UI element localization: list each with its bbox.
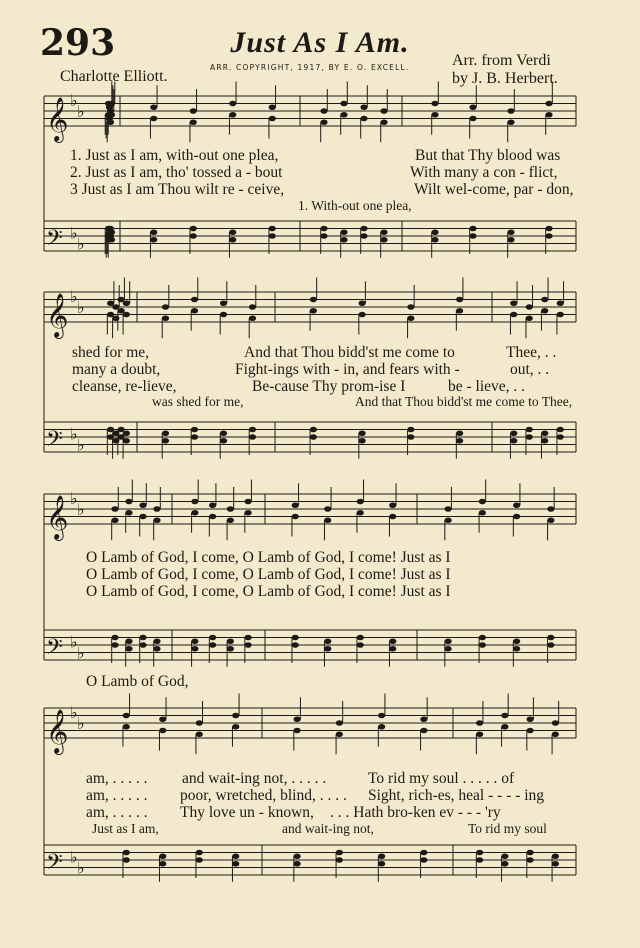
note-head [196, 720, 203, 726]
s4-verse3-c: . . . Hath bro-ken ev - - - 'ry [330, 804, 501, 821]
note-head [159, 861, 166, 867]
note-head [229, 229, 236, 235]
note-head [139, 642, 146, 648]
note-head [445, 638, 452, 644]
s3-bass-lyric: O Lamb of God, [86, 673, 189, 690]
note-head [359, 430, 366, 436]
note-head [190, 233, 197, 239]
arranger-line-2: by J. B. Herbert. [452, 70, 558, 87]
s1-verse1-b: But that Thy blood was [415, 147, 561, 164]
note-head [357, 635, 364, 641]
note-head [513, 638, 520, 644]
note-head [324, 646, 331, 652]
s2-bass-lyric-b: And that Thou bidd'st me come to Thee, [355, 394, 573, 409]
note-head [547, 635, 554, 641]
note-head [469, 226, 476, 232]
treble-clef-icon: 𝄞 [46, 709, 69, 753]
note-head [111, 642, 118, 648]
note-head [380, 229, 387, 235]
s2-verse2-a: many a doubt, [72, 361, 161, 378]
flat-icon: ♭ [77, 102, 85, 121]
note-head [456, 297, 463, 303]
note-head [123, 713, 130, 719]
note-head [249, 427, 256, 433]
s1-verse2-a: 2. Just as I am, tho' tossed a - bout [70, 164, 283, 181]
s4-verse3-a: am, . . . . . [86, 804, 148, 821]
note-head [162, 438, 169, 444]
note-head [229, 112, 236, 118]
note-head [389, 646, 396, 652]
note-head [294, 853, 301, 859]
note-head [324, 506, 331, 512]
note-head [150, 104, 157, 110]
note-head [407, 315, 414, 321]
s1-verse2-b: With many a con - flict, [410, 164, 558, 181]
note-head [191, 427, 198, 433]
note-head [227, 638, 234, 644]
note-head [456, 308, 463, 314]
note-head [294, 861, 301, 867]
note-head [191, 510, 198, 516]
note-head [162, 430, 169, 436]
note-head [245, 510, 252, 516]
note-head [445, 646, 452, 652]
note-head [125, 638, 132, 644]
note-head [292, 642, 299, 648]
note-head [479, 499, 486, 505]
note-head [150, 237, 157, 243]
s4-bass-lyric-a: Just as I am, [92, 821, 159, 836]
note-head [209, 514, 216, 520]
note-head [191, 646, 198, 652]
note-head [153, 646, 160, 652]
note-head [153, 638, 160, 644]
s4-verse2-a: am, . . . . . [86, 787, 148, 804]
note-head [310, 427, 317, 433]
note-head [407, 427, 414, 433]
note-head [229, 101, 236, 107]
note-head [269, 226, 276, 232]
note-head [336, 720, 343, 726]
note-head [139, 502, 146, 508]
note-head [479, 642, 486, 648]
note-head [340, 237, 347, 243]
note-head [527, 716, 534, 722]
s4-verse1-a: am, . . . . . [86, 770, 148, 787]
hymn-title: Just As I Am. [230, 26, 410, 59]
note-head [357, 510, 364, 516]
note-head [431, 101, 438, 107]
note-head [557, 427, 564, 433]
flat-icon: ♭ [77, 714, 85, 733]
note-head [510, 438, 517, 444]
note-head [501, 713, 508, 719]
note-head [245, 635, 252, 641]
note-head [469, 233, 476, 239]
note-head [476, 720, 483, 726]
note-head [557, 312, 564, 318]
bass-clef-icon: 𝄢 [46, 427, 63, 457]
note-head [227, 517, 234, 523]
note-head [196, 731, 203, 737]
note-head [232, 713, 239, 719]
note-head [378, 861, 385, 867]
note-head [294, 716, 301, 722]
note-head [507, 229, 514, 235]
note-head [501, 861, 508, 867]
note-head [162, 315, 169, 321]
s1-verse3-a: 3 Just as I am Thou wilt re - ceive, [70, 181, 285, 198]
note-head [249, 304, 256, 310]
note-head [111, 517, 118, 523]
note-head [209, 642, 216, 648]
note-head [510, 312, 517, 318]
note-head [547, 517, 554, 523]
note-head [123, 312, 130, 318]
s2-verse2-b: Fight-ings with - in, and fears with - [235, 361, 460, 378]
note-head [420, 850, 427, 856]
flat-icon: ♭ [77, 234, 85, 254]
note-head [380, 119, 387, 125]
note-head [513, 514, 520, 520]
note-head [220, 312, 227, 318]
note-head [227, 646, 234, 652]
note-head [541, 438, 548, 444]
note-head [269, 104, 276, 110]
note-head [479, 635, 486, 641]
note-head [108, 101, 115, 107]
note-head [123, 300, 130, 306]
note-head [469, 104, 476, 110]
note-head [431, 237, 438, 243]
note-head [190, 108, 197, 114]
s2-verse1-a: shed for me, [72, 344, 150, 361]
note-head [150, 229, 157, 235]
note-head [153, 506, 160, 512]
note-head [547, 506, 554, 512]
note-head [420, 857, 427, 863]
note-head [190, 226, 197, 232]
note-head [552, 861, 559, 867]
note-head [541, 297, 548, 303]
note-head [108, 112, 115, 118]
note-head [220, 300, 227, 306]
s4-verse2-b: poor, wretched, blind, . . . . [180, 787, 347, 804]
note-head [407, 434, 414, 440]
note-head [389, 502, 396, 508]
flat-icon: ♭ [70, 847, 78, 867]
note-head [501, 724, 508, 730]
note-head [476, 850, 483, 856]
note-head [123, 857, 130, 863]
note-head [229, 237, 236, 243]
s3-verse3: O Lamb of God, I come, O Lamb of God, I come! Just as I [86, 583, 451, 600]
note-head [108, 229, 115, 235]
note-head [357, 499, 364, 505]
note-head [479, 510, 486, 516]
note-head [456, 430, 463, 436]
note-head [245, 499, 252, 505]
note-head [125, 499, 132, 505]
note-head [359, 312, 366, 318]
note-head [209, 502, 216, 508]
note-head [420, 716, 427, 722]
note-head [557, 434, 564, 440]
note-head [431, 229, 438, 235]
note-head [159, 728, 166, 734]
note-head [527, 728, 534, 734]
flat-icon: ♭ [70, 223, 78, 243]
bass-clef-icon: 𝄢 [46, 226, 63, 256]
note-head [249, 434, 256, 440]
note-head [360, 233, 367, 239]
arranger-line-1: Arr. from Verdi [452, 52, 551, 69]
note-head [476, 857, 483, 863]
flat-icon: ♭ [77, 643, 85, 663]
note-head [336, 850, 343, 856]
note-head [111, 635, 118, 641]
note-head [324, 638, 331, 644]
note-head [360, 116, 367, 122]
note-head [476, 731, 483, 737]
note-head [111, 506, 118, 512]
note-head [340, 101, 347, 107]
note-head [150, 116, 157, 122]
note-head [191, 638, 198, 644]
note-head [513, 646, 520, 652]
note-head [340, 112, 347, 118]
note-head [336, 857, 343, 863]
flat-icon: ♭ [70, 632, 78, 652]
note-head [501, 853, 508, 859]
note-head [320, 108, 327, 114]
note-head [245, 642, 252, 648]
note-head [123, 438, 130, 444]
note-head [378, 724, 385, 730]
s2-verse2-c: out, . . [510, 361, 550, 378]
copyright-notice: ARR. COPYRIGHT, 1917, BY E. O. EXCELL. [210, 63, 410, 72]
note-head [526, 315, 533, 321]
note-head [196, 850, 203, 856]
note-head [191, 297, 198, 303]
flat-icon: ♭ [70, 286, 78, 306]
note-head [552, 720, 559, 726]
s2-verse3-b: Be-cause Thy prom-ise I [252, 378, 406, 395]
note-head [389, 638, 396, 644]
treble-clef-icon: 𝄞 [46, 293, 69, 337]
note-head [545, 101, 552, 107]
note-head [357, 642, 364, 648]
note-head [378, 853, 385, 859]
s3-verse2: O Lamb of God, I come, O Lamb of God, I come! Just as I [86, 566, 451, 583]
note-head [526, 304, 533, 310]
lyricist: Charlotte Elliott. [60, 68, 168, 85]
note-head [162, 304, 169, 310]
note-head [112, 315, 119, 321]
s1-verse1-a: 1. Just as I am, with-out one plea, [70, 147, 279, 164]
note-head [359, 300, 366, 306]
note-head [125, 510, 132, 516]
note-head [108, 237, 115, 243]
note-head [196, 857, 203, 863]
note-head [249, 315, 256, 321]
bass-clef-icon: 𝄢 [46, 850, 63, 880]
flat-icon: ♭ [77, 500, 85, 519]
s4-bass-lyric-c: To rid my soul [468, 821, 547, 836]
s4-bass-lyric-b: and wait-ing not, [282, 821, 374, 836]
note-head [545, 233, 552, 239]
flat-icon: ♭ [70, 90, 78, 110]
note-head [220, 430, 227, 436]
s1-verse3-b: Wilt wel-come, par - don, [414, 181, 574, 198]
treble-clef-icon: 𝄞 [46, 97, 69, 141]
note-head [541, 308, 548, 314]
note-head [123, 430, 130, 436]
note-head [510, 430, 517, 436]
note-head [227, 506, 234, 512]
bass-clef-icon: 𝄢 [46, 635, 63, 665]
note-head [320, 119, 327, 125]
s4-verse3-b: Thy love un - known, [180, 804, 314, 821]
s4-verse1-c: To rid my soul . . . . . of [368, 770, 515, 787]
flat-icon: ♭ [77, 858, 85, 878]
flat-icon: ♭ [70, 702, 78, 722]
note-head [220, 438, 227, 444]
note-head [209, 635, 216, 641]
note-head [123, 850, 130, 856]
note-head [360, 226, 367, 232]
note-head [159, 716, 166, 722]
note-head [380, 237, 387, 243]
s3-verse1: O Lamb of God, I come, O Lamb of God, I come! Just as I [86, 549, 451, 566]
flat-icon: ♭ [70, 424, 78, 444]
note-head [310, 434, 317, 440]
note-head [336, 731, 343, 737]
note-head [527, 850, 534, 856]
note-head [378, 713, 385, 719]
note-head [269, 116, 276, 122]
note-head [541, 430, 548, 436]
note-head [292, 514, 299, 520]
note-head [324, 517, 331, 523]
note-head [526, 434, 533, 440]
note-head [431, 112, 438, 118]
note-head [232, 853, 239, 859]
s2-verse1-b: And that Thou bidd'st me come to [244, 344, 455, 361]
note-head [191, 434, 198, 440]
note-head [191, 308, 198, 314]
note-head [513, 502, 520, 508]
note-head [340, 229, 347, 235]
treble-clef-icon: 𝄞 [46, 495, 69, 539]
note-head [545, 112, 552, 118]
s4-verse2-c: Sight, rich-es, heal - - - - ing [368, 787, 545, 804]
flat-icon: ♭ [70, 488, 78, 508]
hymn-number: 293 [40, 22, 116, 64]
note-head [310, 308, 317, 314]
s2-verse1-c: Thee, . . [506, 344, 557, 361]
note-head [139, 514, 146, 520]
note-head [445, 506, 452, 512]
note-head [125, 646, 132, 652]
note-head [456, 438, 463, 444]
note-head [292, 635, 299, 641]
note-head [526, 427, 533, 433]
note-head [159, 853, 166, 859]
note-head [153, 517, 160, 523]
note-head [380, 108, 387, 114]
note-head [557, 300, 564, 306]
note-head [320, 226, 327, 232]
note-head [320, 233, 327, 239]
note-head [294, 728, 301, 734]
note-head [292, 502, 299, 508]
note-head [310, 297, 317, 303]
note-head [360, 104, 367, 110]
note-head [527, 857, 534, 863]
s1-bass-lyric: 1. With-out one plea, [298, 198, 412, 213]
s2-verse3-a: cleanse, re-lieve, [72, 378, 177, 395]
note-head [469, 116, 476, 122]
note-head [191, 499, 198, 505]
note-head [407, 304, 414, 310]
note-head [420, 728, 427, 734]
note-head [507, 108, 514, 114]
s2-verse3-c: be - lieve, . . [448, 378, 526, 395]
flat-icon: ♭ [77, 298, 85, 317]
note-head [507, 119, 514, 125]
note-head [139, 635, 146, 641]
note-head [123, 724, 130, 730]
flat-icon: ♭ [77, 435, 85, 455]
note-head [547, 642, 554, 648]
note-head [389, 514, 396, 520]
note-head [552, 853, 559, 859]
note-head [507, 237, 514, 243]
note-head [445, 517, 452, 523]
s2-bass-lyric-a: was shed for me, [152, 394, 244, 409]
note-head [552, 731, 559, 737]
note-head [359, 438, 366, 444]
note-head [232, 724, 239, 730]
s4-verse1-b: and wait-ing not, . . . . . [182, 770, 327, 787]
note-head [510, 300, 517, 306]
note-head [269, 233, 276, 239]
note-head [190, 119, 197, 125]
note-head [232, 861, 239, 867]
note-head [545, 226, 552, 232]
